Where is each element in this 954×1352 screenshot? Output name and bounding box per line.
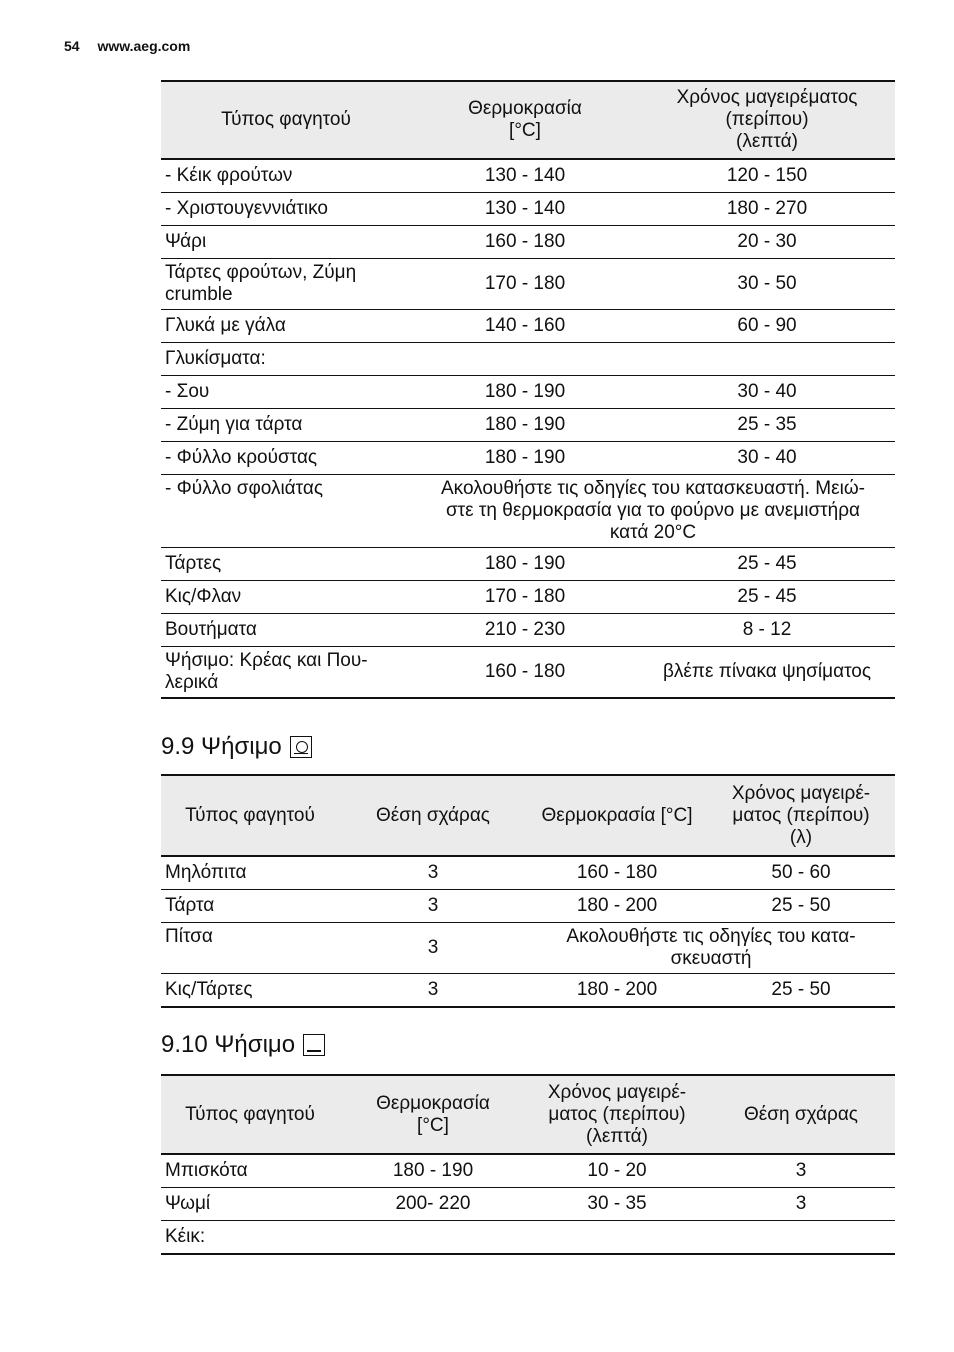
table-cell: Κέικ:	[161, 1221, 339, 1255]
table-cell: 170 - 180	[411, 259, 639, 310]
table-cell: 180 - 190	[411, 376, 639, 409]
table-row	[161, 923, 895, 974]
table-cell: 25 - 45	[639, 548, 895, 581]
table-header-row	[161, 1075, 895, 1154]
column-header: Θερμοκρασία [°C]	[527, 775, 707, 856]
column-header: Θέση σχάρας	[707, 1075, 895, 1154]
table-cell: 3	[339, 923, 527, 974]
table-cell: 3	[339, 974, 527, 1008]
section-heading-fan-bake	[161, 733, 312, 761]
table-cell: 200- 220	[339, 1188, 527, 1221]
table-cell: Γλυκίσματα:	[161, 343, 411, 376]
column-header: Θέση σχάρας	[339, 775, 527, 856]
table-cell: - Φύλλο κρούστας	[161, 442, 411, 475]
table-cell: - Χριστουγεννιάτικο	[161, 193, 411, 226]
table-row	[161, 581, 895, 614]
table-cell: 3	[707, 1188, 895, 1221]
table-cell: 30 - 50	[639, 259, 895, 310]
table-cell: - Κέικ φρούτων	[161, 159, 411, 193]
section-title: 9.10 Ψήσιμο	[161, 1031, 296, 1058]
table-cell: - Σου	[161, 376, 411, 409]
table-cell: Ψήσιμο: Κρέας και Που- λερικά	[161, 647, 411, 699]
table-row	[161, 376, 895, 409]
table-cell: 160 - 180	[411, 226, 639, 259]
table-cell: 50 - 60	[707, 856, 895, 890]
table-row	[161, 226, 895, 259]
column-header: Χρόνος μαγειρέματος (περίπου) (λεπτά)	[639, 81, 895, 159]
table-cell: 3	[707, 1154, 895, 1188]
table-cell: Κις/Τάρτες	[161, 974, 339, 1008]
table-cell: 8 - 12	[639, 614, 895, 647]
table-cell: 210 - 230	[411, 614, 639, 647]
table-cell: - Ζύμη για τάρτα	[161, 409, 411, 442]
table-row	[161, 647, 895, 699]
table-cell-merged: Ακολουθήστε τις οδηγίες του κατα- σκευαστή	[527, 923, 895, 974]
table-row	[161, 409, 895, 442]
table-row	[161, 548, 895, 581]
table-row	[161, 442, 895, 475]
table-row	[161, 1188, 895, 1221]
table-cell: Γλυκά με γάλα	[161, 310, 411, 343]
table-header-row	[161, 81, 895, 159]
table-cell: Ψάρι	[161, 226, 411, 259]
table-cell	[527, 1221, 707, 1255]
table-cell: Μπισκότα	[161, 1154, 339, 1188]
table-cell: 30 - 40	[639, 442, 895, 475]
column-header: Τύπος φαγητού	[161, 775, 339, 856]
table-cell: 10 - 20	[527, 1154, 707, 1188]
table-cell: 180 - 190	[411, 409, 639, 442]
table-cell: Βουτήματα	[161, 614, 411, 647]
column-header: Χρόνος μαγειρέ- ματος (περίπου) (λεπτά)	[527, 1075, 707, 1154]
table-row	[161, 890, 895, 923]
table-row	[161, 614, 895, 647]
table-row	[161, 856, 895, 890]
table-row	[161, 974, 895, 1008]
table-cell: Τάρτες φρούτων, Ζύμη crumble	[161, 259, 411, 310]
table-cell	[639, 343, 895, 376]
bottom-heat-icon	[303, 1034, 325, 1056]
table-cell: Ψωμί	[161, 1188, 339, 1221]
table-cell: 25 - 50	[707, 890, 895, 923]
table-cell: 60 - 90	[639, 310, 895, 343]
table-cell: Τάρτα	[161, 890, 339, 923]
column-header: Τύπος φαγητού	[161, 1075, 339, 1154]
table-cell: 160 - 180	[411, 647, 639, 699]
table-cell: 20 - 30	[639, 226, 895, 259]
table-cell: 3	[339, 856, 527, 890]
table-cell-merged: Ακολουθήστε τις οδηγίες του κατασκευαστή. Μειώ- στε τη θερμοκρασία για το φούρνο με ανεμιστήρα κατά 20°C	[411, 475, 895, 548]
table-cell: Πίτσα	[161, 923, 339, 974]
table-cell	[411, 343, 639, 376]
column-header: Χρόνος μαγειρέ- ματος (περίπου) (λ)	[707, 775, 895, 856]
table-cell: 140 - 160	[411, 310, 639, 343]
table-cell: 3	[339, 890, 527, 923]
table-header-row	[161, 775, 895, 856]
section-title: 9.9 Ψήσιμο	[161, 733, 282, 760]
table-row	[161, 1221, 895, 1255]
table-row	[161, 475, 895, 548]
table-cell: 30 - 40	[639, 376, 895, 409]
table-cell: 25 - 50	[707, 974, 895, 1008]
column-header: Θερμοκρασία [°C]	[411, 81, 639, 159]
table-cell: 30 - 35	[527, 1188, 707, 1221]
page-header	[64, 38, 190, 54]
table-cell: 180 - 270	[639, 193, 895, 226]
table-row	[161, 1154, 895, 1188]
baking-table-1	[161, 80, 895, 699]
table-row	[161, 343, 895, 376]
table-cell: 120 - 150	[639, 159, 895, 193]
table-cell	[339, 1221, 527, 1255]
table-row	[161, 193, 895, 226]
table-cell: 180 - 190	[411, 442, 639, 475]
table-cell: 160 - 180	[527, 856, 707, 890]
table-row	[161, 310, 895, 343]
table-cell: βλέπε πίνακα ψησίματος	[639, 647, 895, 699]
table-cell: Μηλόπιτα	[161, 856, 339, 890]
column-header: Τύπος φαγητού	[161, 81, 411, 159]
table-cell: 180 - 200	[527, 974, 707, 1008]
fan-bake-icon	[290, 736, 312, 758]
site-url: www.aeg.com	[97, 38, 191, 54]
baking-table-2	[161, 774, 895, 1008]
page-number: 54	[64, 38, 80, 54]
table-cell: 25 - 45	[639, 581, 895, 614]
table-cell: 130 - 140	[411, 159, 639, 193]
table-cell	[707, 1221, 895, 1255]
column-header: Θερμοκρασία [°C]	[339, 1075, 527, 1154]
table-cell: - Φύλλο σφολιάτας	[161, 475, 411, 548]
section-heading-bottom-heat	[161, 1031, 325, 1059]
table-cell: Κις/Φλαν	[161, 581, 411, 614]
baking-table-3	[161, 1074, 895, 1255]
table-cell: 130 - 140	[411, 193, 639, 226]
table-cell: 180 - 190	[411, 548, 639, 581]
table-cell: 180 - 200	[527, 890, 707, 923]
table-cell: 25 - 35	[639, 409, 895, 442]
table-row	[161, 259, 895, 310]
table-cell: 180 - 190	[339, 1154, 527, 1188]
table-cell: 170 - 180	[411, 581, 639, 614]
table-row	[161, 159, 895, 193]
table-cell: Τάρτες	[161, 548, 411, 581]
